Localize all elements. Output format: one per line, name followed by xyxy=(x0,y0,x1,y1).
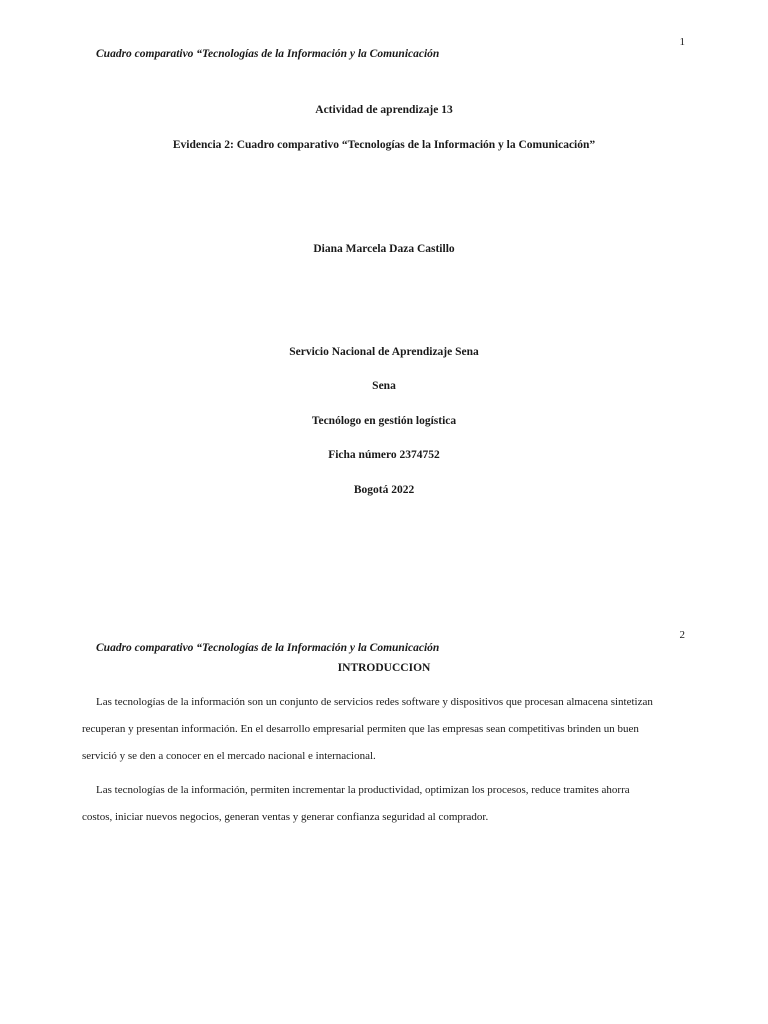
running-head: Cuadro comparativo “Tecnologías de la Información y la Comunicación xyxy=(96,642,440,654)
place-year: Bogotá 2022 xyxy=(353,484,415,496)
institution-short: Sena xyxy=(372,380,396,392)
section-heading: INTRODUCCION xyxy=(337,662,431,674)
paragraph-line: Las tecnologías de la información, permiten incrementar la productividad, optimizan los procesos, reduce tramites ahorra xyxy=(96,784,630,796)
activity-title: Actividad de aprendizaje 13 xyxy=(315,104,453,116)
paragraph-line: Las tecnologías de la información son un conjunto de servicios redes software y dispositivos que procesan almacena sintetizan xyxy=(96,696,653,708)
program-name: Tecnólogo en gestión logística xyxy=(311,415,457,427)
institution-name: Servicio Nacional de Aprendizaje Sena xyxy=(289,346,479,358)
paragraph-line: costos, iniciar nuevos negocios, generan ventas y generar confianza seguridad al comprador. xyxy=(82,811,489,823)
paragraph-line: recuperan y presentan información. En el desarrollo empresarial permiten que las empresas sean competitivas brinden un buen xyxy=(82,723,639,735)
page-number: 1 xyxy=(679,36,685,48)
running-head: Cuadro comparativo “Tecnologías de la Información y la Comunicación xyxy=(96,48,440,60)
paragraph-line: servició y se den a conocer en el mercado nacional e internacional. xyxy=(82,750,376,762)
page-number: 2 xyxy=(679,629,685,641)
evidence-title: Evidencia 2: Cuadro comparativo “Tecnologías de la Información y la Comunicación” xyxy=(172,139,596,151)
record-number: Ficha número 2374752 xyxy=(328,449,440,461)
author-name: Diana Marcela Daza Castillo xyxy=(313,243,455,255)
